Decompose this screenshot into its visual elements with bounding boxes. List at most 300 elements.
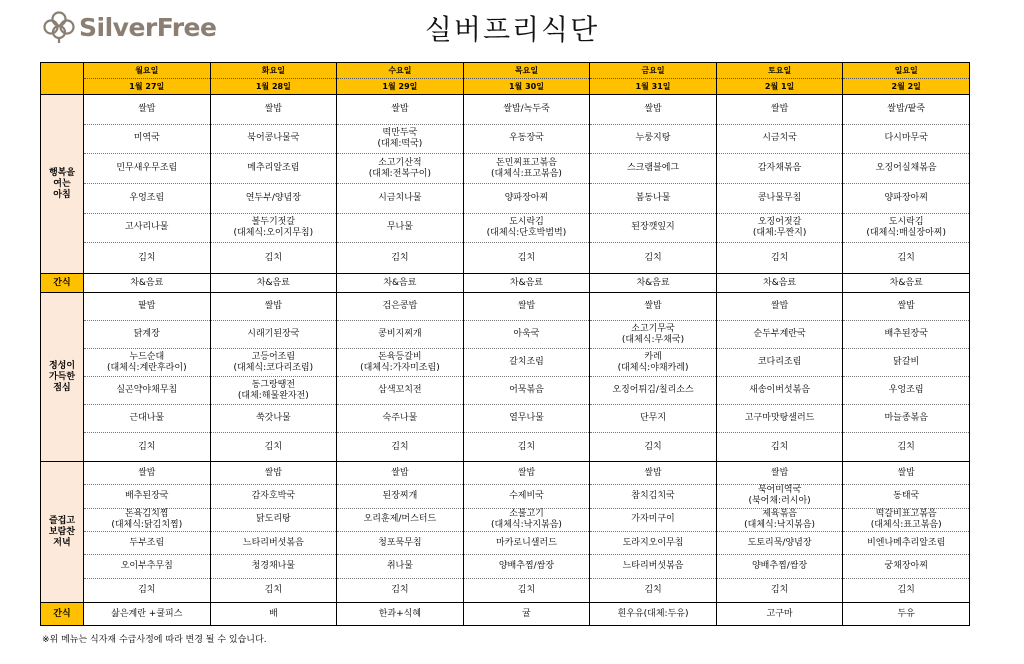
meal-plan-table <box>40 62 970 626</box>
snack-item: 고구마 <box>716 603 843 626</box>
dish-name: 닭갈비 <box>893 357 920 367</box>
dish-alternative: (대체:떡국) <box>377 138 423 149</box>
dish-name: 배추된장국 <box>125 490 169 501</box>
menu-item <box>843 433 969 461</box>
menu-item <box>337 154 463 184</box>
dish-name: 쌀밥/팥죽 <box>887 103 926 114</box>
lunch-label <box>41 293 84 462</box>
dish-name: 도시락김 <box>509 216 544 227</box>
meal-label-line: 행복을 <box>48 167 76 178</box>
dish-name: 김치 <box>517 252 536 263</box>
dish-name: 콩나물무침 <box>757 192 802 203</box>
menu-item <box>211 485 337 508</box>
menu-item <box>843 555 969 578</box>
dish-name: 김치 <box>644 252 662 263</box>
lunch-day-cell <box>210 293 337 462</box>
menu-item <box>843 462 969 485</box>
dish-name: 코다리조림 <box>757 357 802 367</box>
dish-name: 고사리나물 <box>125 222 169 233</box>
menu-item <box>843 485 969 508</box>
dish-name: 우엉조림 <box>129 192 165 203</box>
dish-name: 양배추찜/쌈장 <box>498 560 555 571</box>
dish-name: 닭계장 <box>133 329 160 339</box>
menu-item <box>211 154 337 184</box>
menu-item <box>464 154 590 184</box>
menu-item <box>84 377 210 405</box>
dish-name: 연두부/양념장 <box>245 192 301 203</box>
snack-item: 차&음료 <box>210 274 337 293</box>
menu-item <box>84 184 210 214</box>
menu-item <box>717 243 843 273</box>
menu-item <box>717 485 843 508</box>
day-header <box>843 63 970 95</box>
menu-item <box>843 405 969 433</box>
menu-item <box>843 154 969 184</box>
menu-item <box>590 321 716 349</box>
lunch-row <box>41 293 970 462</box>
menu-item <box>84 485 210 508</box>
menu-item <box>337 184 463 214</box>
menu-item <box>717 214 843 244</box>
menu-item <box>337 433 463 461</box>
snack-item: 차&음료 <box>337 274 464 293</box>
breakfast-row <box>41 95 970 274</box>
snack-row <box>41 603 970 626</box>
dish-alternative: (대체식:무채국) <box>621 334 685 345</box>
lunch-day-cell <box>716 293 843 462</box>
dish-name: 두부조림 <box>129 537 165 548</box>
dish-name: 누룽지탕 <box>635 133 671 144</box>
day-date: 2월 2일 <box>891 82 921 91</box>
menu-item <box>211 433 337 461</box>
menu-item <box>84 555 210 578</box>
menu-item <box>590 95 716 125</box>
dish-name: 청포묵무침 <box>378 537 422 548</box>
dish-name: 고등어조림 <box>251 351 296 362</box>
dish-name: 쌀밥 <box>770 301 789 311</box>
day-date: 1월 27일 <box>129 82 165 91</box>
menu-item <box>590 405 716 433</box>
snack-item: 차&음료 <box>590 274 717 293</box>
dish-name: 쌀밥 <box>391 467 409 478</box>
dish-name: 쌀밥/녹두죽 <box>503 103 550 114</box>
menu-item <box>464 433 590 461</box>
dish-name: 쌀밥 <box>264 467 283 478</box>
day-date: 1월 29일 <box>382 82 418 91</box>
meal-label-line: 아침 <box>53 189 71 200</box>
menu-item <box>717 125 843 155</box>
menu-item <box>84 95 210 125</box>
dinner-day-cell <box>210 462 337 603</box>
menu-item <box>843 377 969 405</box>
menu-item <box>717 321 843 349</box>
dish-name: 도시락김 <box>888 216 924 227</box>
dish-name: 마카로니샐러드 <box>496 537 557 548</box>
menu-item <box>211 125 337 155</box>
menu-item <box>464 214 590 244</box>
dish-name: 취나물 <box>386 560 413 571</box>
menu-item <box>337 321 463 349</box>
dish-name: 우동장국 <box>509 133 544 144</box>
menu-item <box>84 125 210 155</box>
menu-item <box>211 462 337 485</box>
menu-item <box>337 125 463 155</box>
menu-item <box>464 462 590 485</box>
breakfast-day-cell <box>84 95 211 274</box>
snack-label: 간식 <box>41 274 84 293</box>
menu-item <box>590 125 716 155</box>
day-name: 금요일 <box>590 63 716 79</box>
day-header <box>210 63 337 95</box>
day-date: 1월 31일 <box>635 82 671 91</box>
menu-item <box>717 349 843 377</box>
dish-name: 된장깻잎지 <box>631 222 675 233</box>
dish-name: 동태국 <box>893 490 920 501</box>
dish-name: 김치 <box>264 584 283 595</box>
dish-name: 김치 <box>897 441 915 452</box>
menu-item <box>717 293 843 321</box>
menu-item <box>464 555 590 578</box>
menu-item <box>84 462 210 485</box>
menu-item <box>590 214 716 244</box>
snack-item: 흰우유(대체:두유) <box>590 603 717 626</box>
menu-item <box>337 214 463 244</box>
meal-label-line: 정성이 <box>48 360 76 371</box>
menu-item <box>717 95 843 125</box>
dish-alternative: (대체식:가자미조림) <box>360 362 440 373</box>
snack-item: 두유 <box>843 603 970 626</box>
day-header <box>84 63 211 95</box>
menu-item <box>843 321 969 349</box>
meal-label-line: 저녁 <box>53 537 71 548</box>
day-name: 토요일 <box>717 63 843 79</box>
dish-name: 민무새우무조림 <box>116 163 178 174</box>
menu-item <box>464 532 590 555</box>
dish-name: 김치 <box>770 441 789 452</box>
dish-name: 양배추찜/쌈장 <box>751 560 808 571</box>
menu-item <box>843 349 969 377</box>
dish-name: 김치 <box>644 441 662 452</box>
snack-item: 삶은계란 +쿨피스 <box>84 603 211 626</box>
menu-item <box>337 243 463 273</box>
menu-item <box>211 405 337 433</box>
breakfast-day-cell <box>463 95 590 274</box>
menu-item <box>84 349 210 377</box>
menu-item <box>337 293 463 321</box>
dish-name: 김치 <box>138 252 156 263</box>
menu-item <box>464 349 590 377</box>
breakfast-day-cell <box>337 95 464 274</box>
menu-item <box>590 349 716 377</box>
dish-alternative: (대체식:계란후라이) <box>106 362 187 373</box>
snack-row <box>41 274 970 293</box>
day-header-row <box>41 63 970 95</box>
menu-item <box>843 184 969 214</box>
dish-name: 오징어젓갈 <box>757 216 802 227</box>
dish-name: 오이부추무침 <box>120 560 173 571</box>
menu-item <box>843 95 969 125</box>
breakfast-label <box>41 95 84 274</box>
menu-item <box>843 214 969 244</box>
day-header <box>463 63 590 95</box>
dish-name: 쌀밥 <box>897 301 915 311</box>
menu-item <box>464 243 590 273</box>
day-date: 1월 30일 <box>508 82 544 91</box>
menu-item <box>84 243 210 273</box>
menu-item <box>717 184 843 214</box>
lunch-day-cell <box>337 293 464 462</box>
day-date: 1월 28일 <box>255 82 291 91</box>
meal-label-line: 여는 <box>53 178 71 189</box>
dish-name: 실곤약야채무침 <box>116 385 178 395</box>
menu-item <box>84 579 210 602</box>
day-name: 월요일 <box>84 63 210 79</box>
menu-item <box>211 555 337 578</box>
dish-name: 배추된장국 <box>884 329 928 339</box>
menu-item <box>590 555 716 578</box>
dish-name: 느타리버섯볶음 <box>242 537 304 548</box>
menu-item <box>590 433 716 461</box>
dish-alternative: (대체:무짠지) <box>752 227 807 238</box>
day-header <box>590 63 717 95</box>
dish-name: 쌀밥 <box>517 467 536 478</box>
snack-item: 배 <box>210 603 337 626</box>
breakfast-day-cell <box>843 95 970 274</box>
dish-name: 삼색꼬치전 <box>378 385 422 395</box>
dish-name: 새송이버섯볶음 <box>749 385 811 395</box>
dish-name: 쌀밥 <box>770 467 789 478</box>
menu-item <box>337 95 463 125</box>
menu-item <box>211 95 337 125</box>
menu-item <box>464 509 590 532</box>
dish-name: 돈육김치찜 <box>125 508 169 519</box>
dish-name: 제육볶음 <box>762 508 797 519</box>
day-header <box>716 63 843 95</box>
lunch-day-cell <box>84 293 211 462</box>
dinner-day-cell <box>590 462 717 603</box>
snack-item: 차&음료 <box>716 274 843 293</box>
dinner-label <box>41 462 84 603</box>
dish-name: 김치 <box>517 584 536 595</box>
menu-item <box>337 579 463 602</box>
header <box>0 0 1024 60</box>
dish-name: 양파장아찌 <box>504 192 549 203</box>
dish-name: 어묵볶음 <box>509 385 544 395</box>
dish-alternative: (대체식:표고볶음) <box>491 168 562 179</box>
dish-name: 도토리묵/양념장 <box>747 537 812 548</box>
menu-item <box>84 321 210 349</box>
dish-name: 김치 <box>897 252 915 263</box>
menu-item <box>843 125 969 155</box>
snack-item: 차&음료 <box>843 274 970 293</box>
lunch-day-cell <box>590 293 717 462</box>
dish-name: 무나물 <box>386 222 413 233</box>
dish-name: 오리훈제/머스터드 <box>363 514 437 525</box>
menu-item <box>717 377 843 405</box>
dish-alternative: (대체식:오이지무침) <box>233 227 314 238</box>
menu-item <box>337 377 463 405</box>
snack-label: 간식 <box>41 603 84 626</box>
dish-name: 쌀밥 <box>644 467 662 478</box>
dish-name: 김치 <box>770 252 789 263</box>
dish-name: 오징어튀김/칠리소스 <box>612 385 694 395</box>
dish-name: 메추리알조림 <box>247 163 300 174</box>
day-header <box>337 63 464 95</box>
dish-name: 양파장아찌 <box>884 192 928 203</box>
menu-item <box>84 532 210 555</box>
menu-item <box>717 509 843 532</box>
dish-name: 북어콩나물국 <box>247 133 300 144</box>
menu-item <box>717 405 843 433</box>
dish-name: 순두부계란국 <box>753 329 806 339</box>
menu-item <box>464 485 590 508</box>
dish-name: 김치 <box>517 441 536 452</box>
dish-alternative: (대체식:낙지볶음) <box>491 519 562 530</box>
menu-item <box>211 214 337 244</box>
menu-item <box>84 405 210 433</box>
dish-name: 오징어실채볶음 <box>875 163 937 174</box>
menu-item <box>211 509 337 532</box>
menu-item <box>590 377 716 405</box>
menu-item <box>464 95 590 125</box>
dish-name: 쌀밥 <box>138 103 156 114</box>
dish-alternative: (대체식:야채카레) <box>617 362 689 373</box>
dish-name: 가자미구이 <box>631 514 675 525</box>
menu-item <box>211 377 337 405</box>
dish-name: 갈치조림 <box>509 357 544 367</box>
dinner-day-cell <box>843 462 970 603</box>
dish-name: 다시마무국 <box>884 133 928 144</box>
dish-alternative: (대체식:코다리조림) <box>233 362 314 373</box>
dish-name: 북어미역국 <box>757 485 802 496</box>
dish-name: 스크램블에그 <box>626 163 680 174</box>
dish-alternative: (대체식:닭김치찜) <box>111 519 183 530</box>
day-date: 2월 1일 <box>764 82 795 91</box>
dish-name: 김치 <box>264 441 283 452</box>
dish-name: 쌀밥 <box>644 301 662 311</box>
dish-name: 볼두기젓갈 <box>251 216 296 227</box>
dish-name: 미역국 <box>133 133 160 144</box>
dish-name: 떡만두국 <box>382 127 418 138</box>
meal-label-line: 보람찬 <box>48 526 76 537</box>
menu-item <box>464 579 590 602</box>
day-name: 수요일 <box>337 63 463 79</box>
dish-name: 떡갈비표고볶음 <box>875 508 937 519</box>
dish-alternative: (대체식:낙지볶음) <box>744 519 816 530</box>
menu-item <box>843 243 969 273</box>
dish-alternative: (대체식:단호박범벅) <box>486 227 567 238</box>
dish-name: 시금치나물 <box>378 192 422 203</box>
dish-name: 팥밥 <box>138 301 156 311</box>
dinner-row <box>41 462 970 603</box>
dish-name: 쌀밥 <box>138 467 156 478</box>
dish-name: 쌀밥 <box>644 103 662 114</box>
breakfast-day-cell <box>590 95 717 274</box>
page-title: 실버프리식단 <box>424 13 600 46</box>
dish-name: 누드순대 <box>129 351 165 362</box>
dish-name: 쑥갓나물 <box>255 413 291 423</box>
menu-item <box>464 184 590 214</box>
menu-item <box>843 293 969 321</box>
dish-name: 김치 <box>138 441 156 452</box>
menu-item <box>211 243 337 273</box>
dish-name: 근대나물 <box>129 413 165 423</box>
menu-item <box>843 579 969 602</box>
menu-item <box>211 184 337 214</box>
dish-name: 쌀밥 <box>897 467 915 478</box>
lunch-day-cell <box>843 293 970 462</box>
dish-name: 돈육등갈비 <box>378 351 422 362</box>
menu-item <box>84 433 210 461</box>
dish-name: 소고기산적 <box>378 157 422 168</box>
dish-name: 쌀밥 <box>264 103 283 114</box>
lunch-day-cell <box>463 293 590 462</box>
corner-cell <box>41 63 84 95</box>
menu-item <box>717 154 843 184</box>
dish-name: 수제비국 <box>509 490 544 501</box>
meal-label-line: 점심 <box>53 382 71 393</box>
dish-name: 감자채볶음 <box>757 163 802 174</box>
day-name: 일요일 <box>843 63 969 79</box>
menu-item <box>590 184 716 214</box>
menu-item <box>717 462 843 485</box>
dinner-day-cell <box>337 462 464 603</box>
dish-alternative: (대체:전복구이) <box>368 168 432 179</box>
dinner-day-cell <box>84 462 211 603</box>
dish-name: 우엉조림 <box>888 385 924 395</box>
dish-name: 시래기된장국 <box>247 329 300 339</box>
menu-item <box>590 509 716 532</box>
dish-name: 김치 <box>138 584 156 595</box>
dish-alternative: (북어채:러시아) <box>748 496 811 507</box>
dish-name: 쌀밥 <box>770 103 789 114</box>
dinner-day-cell <box>716 462 843 603</box>
snack-item: 차&음료 <box>463 274 590 293</box>
dish-alternative: (대체식:매실장아찌) <box>866 227 946 238</box>
dish-name: 봄동나물 <box>635 192 671 203</box>
menu-item <box>84 214 210 244</box>
menu-item <box>717 579 843 602</box>
menu-item <box>84 509 210 532</box>
dish-name: 청경채나물 <box>251 560 296 571</box>
dish-name: 콩비지찌개 <box>378 329 422 339</box>
menu-item <box>843 532 969 555</box>
menu-item <box>337 532 463 555</box>
dish-name: 쌀밥 <box>391 103 409 114</box>
menu-item <box>337 462 463 485</box>
dish-name: 김치 <box>644 584 662 595</box>
dish-name: 김치 <box>770 584 789 595</box>
menu-item <box>211 532 337 555</box>
dish-name: 마늘종볶음 <box>884 413 928 423</box>
dish-name: 쌀밥 <box>517 301 536 311</box>
meal-label-line: 즐겁고 <box>48 515 76 526</box>
dish-name: 동그랑땡전 <box>251 379 296 390</box>
dish-name: 느타리버섯볶음 <box>622 560 684 571</box>
menu-item <box>464 321 590 349</box>
dish-name: 된장찌개 <box>382 490 418 501</box>
menu-item <box>84 154 210 184</box>
menu-item <box>211 321 337 349</box>
dish-name: 김치 <box>391 252 409 263</box>
day-name: 화요일 <box>211 63 337 79</box>
dish-name: 도라지오이무침 <box>622 537 684 548</box>
footnote: ※위 메뉴는 식자재 수급사정에 따라 변경 될 수 있습니다. <box>42 635 267 645</box>
dish-name: 감자호박국 <box>251 490 296 501</box>
dish-name: 돈민찌표고볶음 <box>496 157 557 168</box>
menu-item <box>464 293 590 321</box>
dish-name: 참치김치국 <box>631 490 675 501</box>
